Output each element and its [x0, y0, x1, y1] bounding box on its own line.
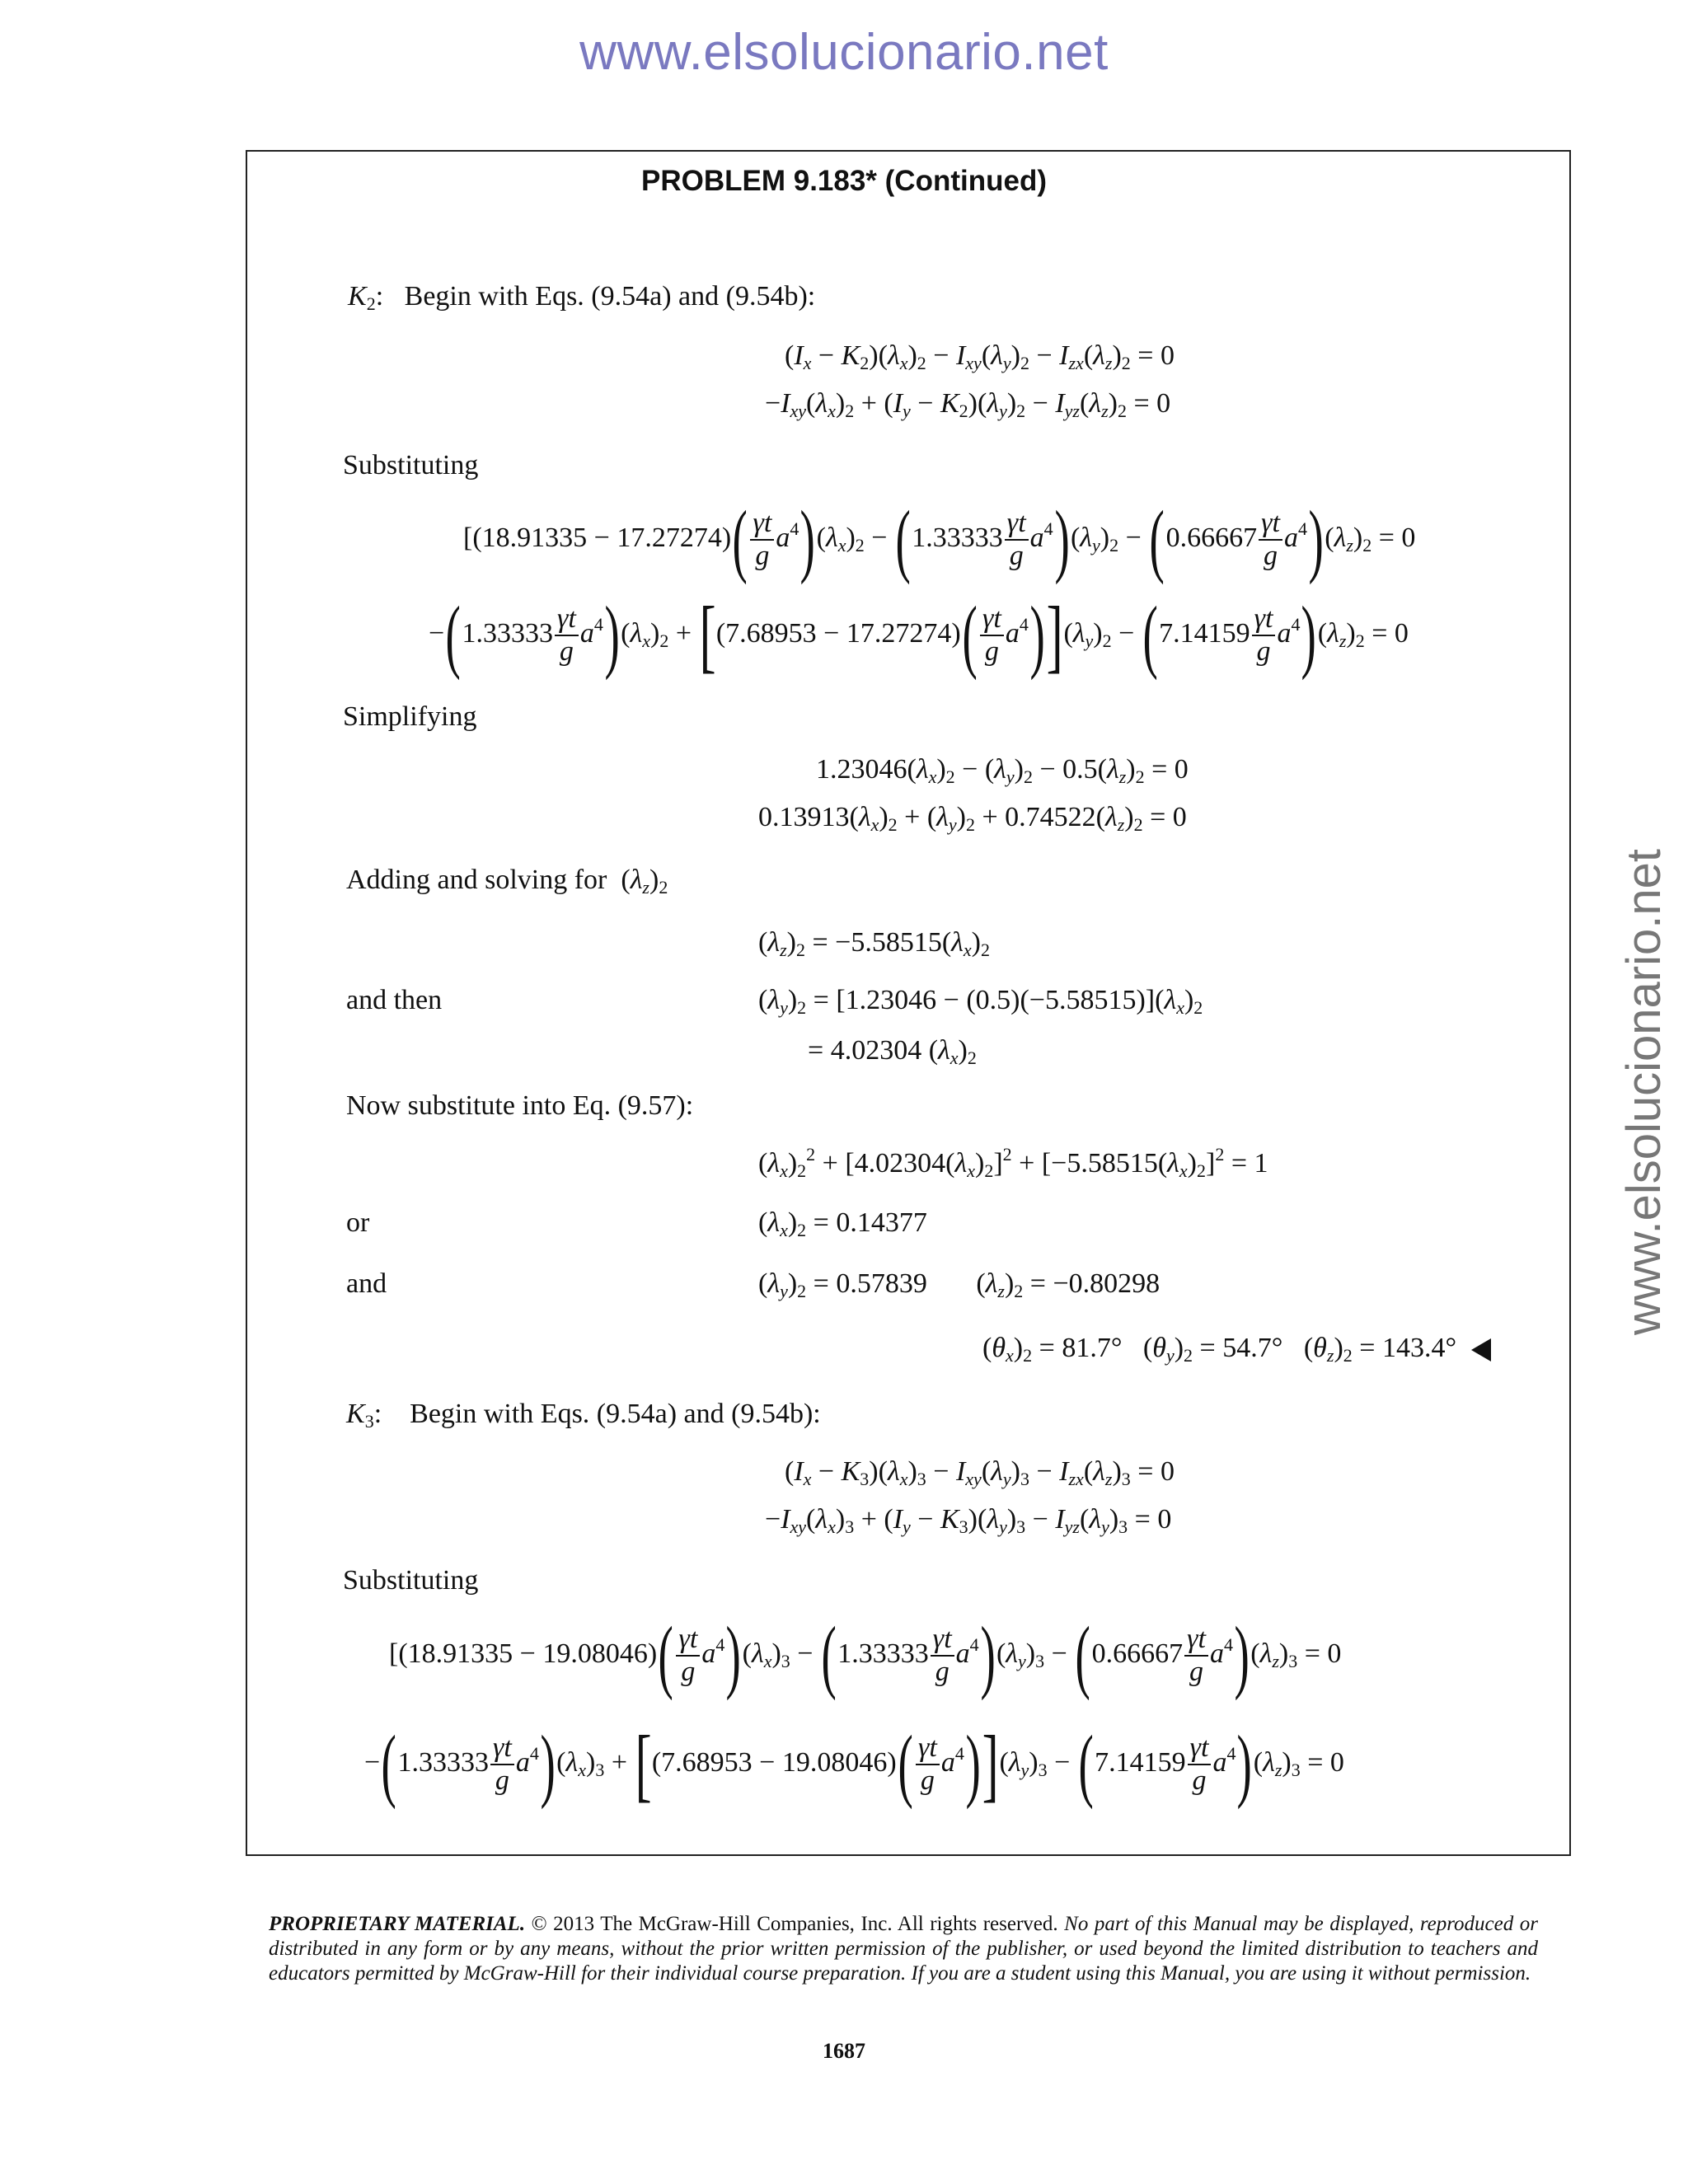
label-now-substitute: Now substitute into Eq. (9.57):: [346, 1090, 694, 1121]
label-substituting-1: Substituting: [343, 450, 479, 480]
eq-k3-2: $-I_{xy}(\lambda_x)_3 + (I_y - K_3)(\lambda_y)_3 - I_{yz}(\lambda_y)_3 = 0$: [765, 1504, 1172, 1537]
eq-sub-k3-1: [(18.91335 − 19.08046)( $\frac{\gamma t}{g}$ $a^4)(\lambda_x)_3 - (1.33333$ $\frac{\gamma t}{g}$ $a^4)(\lambda_y)_3 - (0.66667$ $\frac{\gamma t}{g}$ $a^4)(\lambda_z)_3 = 0$: [389, 1610, 1342, 1701]
eq-ly2-lz2: $(\lambda_y)_2 = 0.57839$ $(\lambda_z)_2 = -0.80298$: [758, 1268, 1160, 1301]
label-adding-solving: Adding and solving for $(\lambda_z)_2$: [346, 865, 668, 898]
eq-simp-2: $0.13913(\lambda_x)_2 + (\lambda_y)_2 + 0.74522(\lambda_z)_2 = 0$: [758, 802, 1187, 835]
label-and-then: and then: [346, 985, 443, 1015]
watermark-top[interactable]: www.elsolucionario.net: [579, 24, 1109, 81]
eq-sub-k2-1: [(18.91335 − 17.27274)( $\frac{\gamma t}{g}$ $a^4)(\lambda_x)_2 - (1.33333$ $\frac{\gamma t}{g}$ $a^4)(\lambda_y)_2 - (0.66667$ $\frac{\gamma t}{g}$ $a^4)(\lambda_z)_2 = 0$: [463, 494, 1416, 585]
page-number: 1687: [823, 2039, 865, 2063]
eq-sumsq: $(\lambda_x)_2^2 + [4.02304(\lambda_x)_2]^2 + [-5.58515(\lambda_x)_2]^2 = 1$: [758, 1144, 1268, 1181]
eq-simp-1: $1.23046(\lambda_x)_2 - (\lambda_y)_2 - 0.5(\lambda_z)_2 = 0$: [816, 754, 1189, 787]
eq-lz: $(\lambda_z)_2 = -5.58515(\lambda_x)_2$: [758, 927, 990, 960]
eq-k2-2: $-I_{xy}(\lambda_x)_2 + (I_y - K_2)(\lambda_y)_2 - I_{yz}(\lambda_z)_2 = 0$: [765, 388, 1171, 421]
eq-k2-1: $(I_x - K_2)(\lambda_x)_2 - I_{xy}(\lambda_y)_2 - I_{zx}(\lambda_z)_2 = 0$: [785, 340, 1175, 373]
problem-title: PROBLEM 9.183* (Continued): [641, 165, 1047, 197]
eq-ly-result: = 4.02304 $(\lambda_x)_2$: [808, 1035, 977, 1068]
label-and: and: [346, 1268, 387, 1299]
k3-intro: $K_3$: Begin with Eqs. (9.54a) and (9.54b):: [346, 1399, 821, 1432]
eq-k3-1: $(I_x - K_3)(\lambda_x)_3 - I_{xy}(\lambda_y)_3 - I_{zx}(\lambda_z)_3 = 0$: [785, 1456, 1175, 1489]
eq-ly: $(\lambda_y)_2 = [1.23046 - (0.5)(-5.58515)](\lambda_x)_2$: [758, 985, 1203, 1018]
eq-sub-k3-2: −(1.33333 $\frac{\gamma t}{g}$ $a^4)(\lambda_x)_3 + [(7.68953 - 19.08046)$( $\frac{\gamma t}{g}$ $a^4)](\lambda_y)_3 - (7.14159$ $\frac{\gamma t}{g}$ $a^4)(\lambda_z)_3 = 0$: [364, 1718, 1344, 1810]
watermark-side: www.elsolucionario.net: [1617, 849, 1671, 1335]
label-or: or: [346, 1207, 370, 1238]
label-simplifying: Simplifying: [343, 701, 477, 732]
k2-intro: $K_2$: Begin with Eqs. (9.54a) and (9.54b):: [348, 281, 816, 314]
proprietary-notice: PROPRIETARY MATERIAL. © 2013 The McGraw-Hill Companies, Inc. All rights reserved. No part of this Manual may be displayed, reproduced or distributed in any form or by any means, without the prior written permission of the publisher, or used beyond the limited distribution to teachers and educators permitted by McGraw-Hill for their individual course preparation. If you are a student using this Manual, you are using it without permission.: [269, 1913, 1538, 1985]
answer-marker-icon: [1471, 1338, 1491, 1361]
eq-sub-k2-2: −(1.33333 $\frac{\gamma t}{g}$ $a^4)(\lambda_x)_2 + [(7.68953 - 17.27274)$( $\frac{\gamma t}{g}$ $a^4)](\lambda_y)_2 - (7.14159$ $\frac{\gamma t}{g}$ $a^4)(\lambda_z)_2 = 0$: [429, 589, 1409, 681]
label-substituting-2: Substituting: [343, 1565, 479, 1596]
eq-lx2: $(\lambda_x)_2 = 0.14377$: [758, 1207, 927, 1240]
answer-k2-angles: $(\theta_x)_2 = 81.7^\circ$ $(\theta_y)_2 = 54.7^\circ$ $(\theta_z)_2 = 143.4^\circ$: [982, 1332, 1491, 1365]
